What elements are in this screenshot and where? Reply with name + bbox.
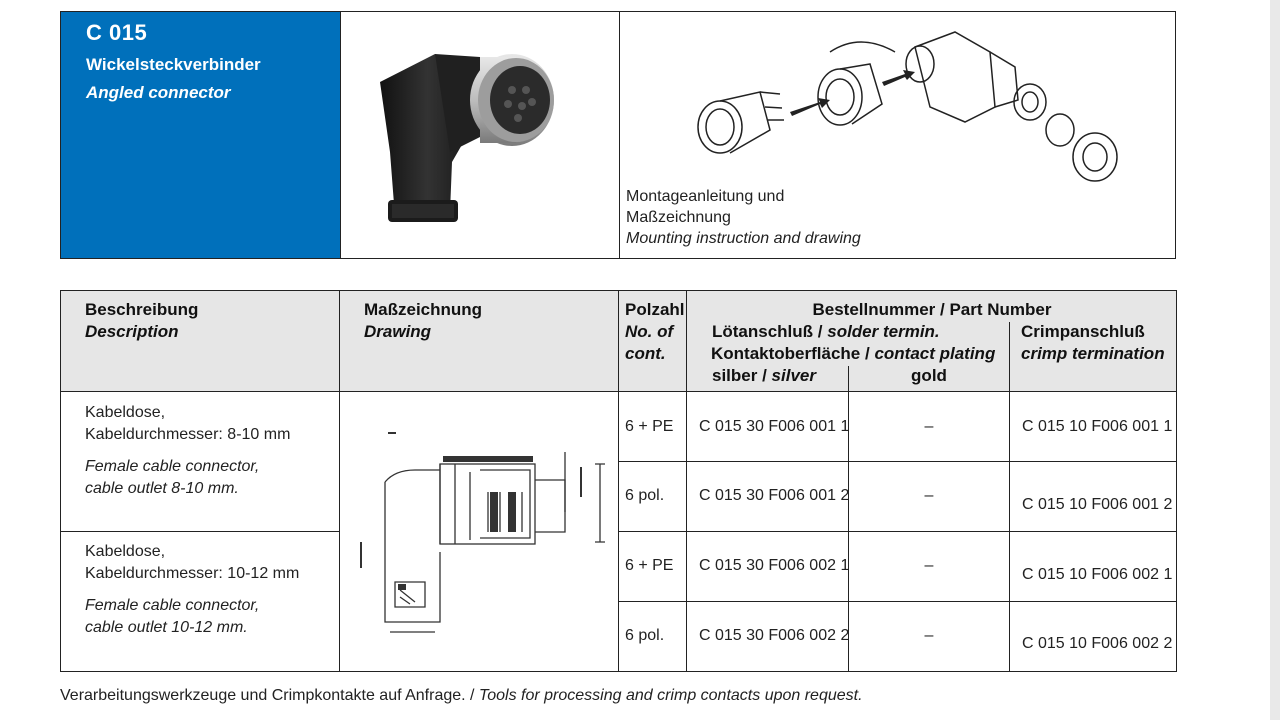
- header-drawing: [364, 299, 482, 343]
- pole-count: 6 pol.: [625, 627, 665, 644]
- exploded-assembly-drawing: [620, 12, 1175, 187]
- header-crimp-en: crimp termination: [1021, 344, 1165, 363]
- header-solder-en: solder termin.: [827, 322, 940, 341]
- mounting-caption: [626, 186, 861, 249]
- description-de-line-2: Kabeldurchmesser: 8-10 mm: [85, 426, 291, 443]
- header-silver-en: silver: [771, 366, 816, 385]
- description-group-2: [85, 541, 299, 639]
- header-description-en: Description: [85, 322, 179, 341]
- product-title-de: Wickelsteckverbinder: [86, 55, 261, 74]
- description-de-line-2: Kabeldurchmesser: 10-12 mm: [85, 565, 300, 582]
- part-number-gold: –: [924, 627, 934, 644]
- header-description: [85, 299, 198, 343]
- mounting-caption-de-1: Montageanleitung und: [626, 188, 785, 205]
- header-pole-en-1: No. of: [625, 322, 674, 341]
- part-number-silver: C 015 30 F006 001 2: [699, 487, 850, 504]
- part-number-table: [60, 290, 1177, 672]
- angled-connector-image: [340, 12, 619, 258]
- product-title-en: Angled connector: [86, 83, 231, 102]
- part-number-silver: C 015 30 F006 002 2: [699, 627, 850, 644]
- part-number-gold: –: [924, 418, 934, 435]
- part-number-gold: –: [924, 557, 934, 574]
- header-pole-count: [625, 299, 685, 365]
- part-number-crimp: C 015 10 F006 002 1: [1022, 566, 1173, 583]
- header-pole-en-2: cont.: [625, 344, 666, 363]
- header-description-de: Beschreibung: [85, 300, 199, 319]
- header-silver: [712, 365, 816, 387]
- header-drawing-de: Maßzeichnung: [364, 300, 483, 319]
- header-pole-de: Polzahl: [625, 300, 685, 319]
- header-silver-de: silber /: [712, 366, 767, 385]
- mounting-caption-en: Mounting instruction and drawing: [626, 230, 861, 247]
- dimension-drawing: [340, 392, 618, 671]
- part-number-crimp: C 015 10 F006 001 2: [1022, 496, 1173, 513]
- part-number-silver: C 015 30 F006 001 1: [699, 418, 850, 435]
- description-en-line-2: cable outlet 10-12 mm.: [85, 619, 248, 636]
- description-de-line-1: Kabeldose,: [85, 543, 166, 560]
- pole-count: 6 pol.: [625, 487, 665, 504]
- header-crimp-de: Crimpanschluß: [1021, 322, 1145, 341]
- header-plating: [711, 343, 995, 365]
- part-number-crimp: C 015 10 F006 002 2: [1022, 635, 1173, 652]
- pole-count: 6 + PE: [625, 418, 674, 435]
- mounting-caption-de-2: Maßzeichnung: [626, 209, 731, 226]
- header-crimp: [1021, 321, 1165, 365]
- product-code: C 015: [86, 20, 148, 45]
- product-photo: [340, 12, 619, 258]
- header-plating-de: Kontaktoberfläche /: [711, 344, 870, 363]
- footer-note-en: Tools for processing and crimp contacts upon request.: [478, 687, 863, 704]
- header-divider: [340, 12, 341, 258]
- header-gold: gold: [911, 366, 947, 385]
- header-plating-en: contact plating: [874, 344, 996, 363]
- footer-note: [60, 687, 863, 705]
- mounting-panel: [620, 12, 1175, 258]
- description-en-line-2: cable outlet 8-10 mm.: [85, 480, 239, 497]
- description-en-line-1: Female cable connector,: [85, 597, 260, 614]
- pole-count: 6 + PE: [625, 557, 674, 574]
- title-panel: [61, 12, 340, 258]
- part-number-gold: –: [924, 487, 934, 504]
- product-header: [60, 11, 1176, 259]
- footer-note-de: Verarbeitungswerkzeuge und Crimpkontakte auf Anfrage. /: [60, 687, 475, 704]
- header-solder: [712, 321, 940, 343]
- header-solder-de: Lötanschluß /: [712, 322, 823, 341]
- description-group-1: [85, 402, 290, 500]
- connector-technical-drawing: [340, 392, 618, 671]
- description-en-line-1: Female cable connector,: [85, 458, 260, 475]
- page-edge: [1270, 0, 1280, 720]
- part-number-crimp: C 015 10 F006 001 1: [1022, 418, 1173, 435]
- description-de-line-1: Kabeldose,: [85, 404, 166, 421]
- header-part-number: Bestellnummer / Part Number: [812, 300, 1052, 319]
- header-drawing-en: Drawing: [364, 322, 432, 341]
- part-number-silver: C 015 30 F006 002 1: [699, 557, 850, 574]
